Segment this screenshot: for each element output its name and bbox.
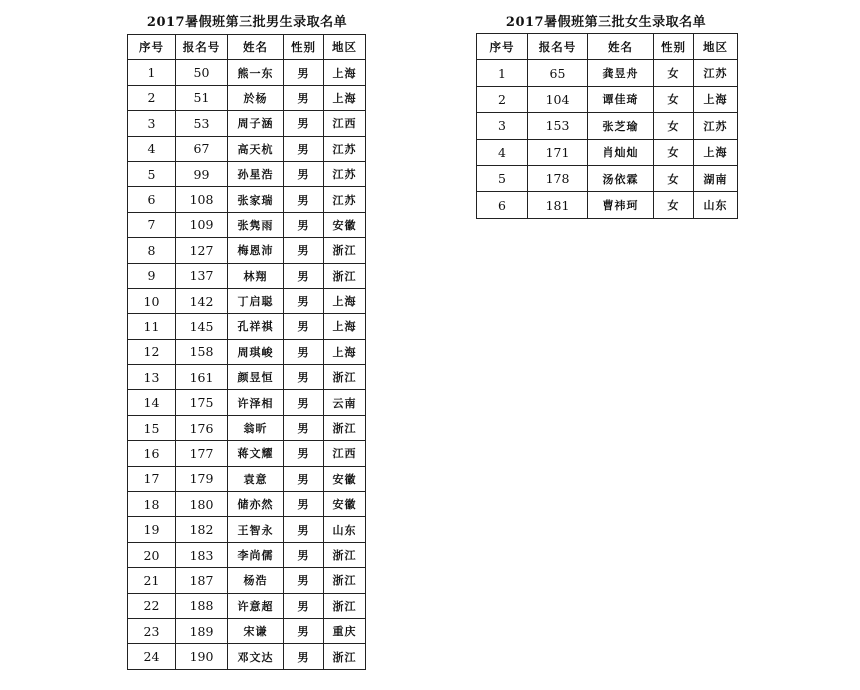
reg-number-cell: 145 bbox=[176, 314, 228, 339]
gender-cell: 男 bbox=[284, 238, 324, 263]
name-cell: 邓文达 bbox=[228, 644, 284, 669]
index-cell: 23 bbox=[128, 618, 176, 643]
index-cell: 15 bbox=[128, 415, 176, 440]
reg-number-cell: 171 bbox=[528, 139, 588, 165]
index-cell: 1 bbox=[128, 60, 176, 85]
female-admission-table bbox=[476, 33, 738, 219]
region-cell: 上海 bbox=[324, 60, 366, 85]
name-cell: 许意超 bbox=[228, 593, 284, 618]
region-cell: 浙江 bbox=[324, 415, 366, 440]
male-admission-table bbox=[127, 34, 366, 670]
region-cell: 浙江 bbox=[324, 238, 366, 263]
reg-number-cell: 158 bbox=[176, 339, 228, 364]
gender-cell: 女 bbox=[654, 113, 694, 139]
region-cell: 山东 bbox=[324, 517, 366, 542]
gender-cell: 女 bbox=[654, 192, 694, 218]
table-row bbox=[128, 263, 366, 288]
table-row bbox=[128, 238, 366, 263]
gender-cell: 男 bbox=[284, 212, 324, 237]
table-row bbox=[128, 60, 366, 85]
index-cell: 20 bbox=[128, 542, 176, 567]
index-cell: 1 bbox=[477, 60, 528, 86]
reg-number-cell: 153 bbox=[528, 113, 588, 139]
name-cell: 周琪峻 bbox=[228, 339, 284, 364]
reg-number-cell: 137 bbox=[176, 263, 228, 288]
reg-number-cell: 65 bbox=[528, 60, 588, 86]
table-row bbox=[128, 288, 366, 313]
gender-cell: 男 bbox=[284, 568, 324, 593]
table-row bbox=[128, 517, 366, 542]
name-cell: 梅恩沛 bbox=[228, 238, 284, 263]
name-cell: 丁启聪 bbox=[228, 288, 284, 313]
index-cell: 13 bbox=[128, 365, 176, 390]
reg-number-cell: 181 bbox=[528, 192, 588, 218]
table-row bbox=[128, 85, 366, 110]
table-row bbox=[128, 441, 366, 466]
gender-cell: 男 bbox=[284, 314, 324, 339]
gender-cell: 男 bbox=[284, 390, 324, 415]
region-cell: 山东 bbox=[694, 192, 738, 218]
reg-number-cell: 99 bbox=[176, 161, 228, 186]
region-cell: 江西 bbox=[324, 441, 366, 466]
index-cell: 21 bbox=[128, 568, 176, 593]
index-cell: 5 bbox=[128, 161, 176, 186]
table-row bbox=[128, 492, 366, 517]
region-cell: 云南 bbox=[324, 390, 366, 415]
table-row bbox=[128, 466, 366, 491]
name-cell: 蒋文耀 bbox=[228, 441, 284, 466]
region-cell: 安徽 bbox=[324, 212, 366, 237]
reg-number-cell: 182 bbox=[176, 517, 228, 542]
region-cell: 上海 bbox=[324, 314, 366, 339]
region-cell: 江苏 bbox=[324, 136, 366, 161]
table-header-row bbox=[128, 35, 366, 60]
name-cell: 颜昱恒 bbox=[228, 365, 284, 390]
reg-number-cell: 109 bbox=[176, 212, 228, 237]
region-cell: 安徽 bbox=[324, 466, 366, 491]
table-row bbox=[128, 314, 366, 339]
index-cell: 17 bbox=[128, 466, 176, 491]
name-cell: 林翔 bbox=[228, 263, 284, 288]
index-cell: 2 bbox=[128, 85, 176, 110]
female-table-body bbox=[477, 60, 738, 218]
index-cell: 24 bbox=[128, 644, 176, 669]
name-cell: 曹祎珂 bbox=[588, 192, 654, 218]
table-row bbox=[128, 161, 366, 186]
reg-number-cell: 189 bbox=[176, 618, 228, 643]
gender-cell: 男 bbox=[284, 263, 324, 288]
reg-number-cell: 187 bbox=[176, 568, 228, 593]
name-cell: 张隽雨 bbox=[228, 212, 284, 237]
index-cell: 2 bbox=[477, 86, 528, 112]
male-list-title: 2017暑假班第三批男生录取名单 bbox=[146, 15, 348, 30]
reg-number-cell: 177 bbox=[176, 441, 228, 466]
name-cell: 宋谦 bbox=[228, 618, 284, 643]
header-name: 姓名 bbox=[228, 35, 284, 60]
reg-number-cell: 175 bbox=[176, 390, 228, 415]
index-cell: 4 bbox=[128, 136, 176, 161]
name-cell: 张芝瑜 bbox=[588, 113, 654, 139]
table-row bbox=[128, 593, 366, 618]
table-row bbox=[128, 415, 366, 440]
table-row bbox=[477, 113, 738, 139]
table-header-row bbox=[477, 34, 738, 60]
name-cell: 汤依霖 bbox=[588, 165, 654, 191]
header-index: 序号 bbox=[128, 35, 176, 60]
gender-cell: 男 bbox=[284, 339, 324, 364]
table-row bbox=[128, 568, 366, 593]
gender-cell: 男 bbox=[284, 60, 324, 85]
header-reg-number: 报名号 bbox=[528, 34, 588, 60]
name-cell: 袁意 bbox=[228, 466, 284, 491]
table-row bbox=[128, 365, 366, 390]
gender-cell: 男 bbox=[284, 288, 324, 313]
reg-number-cell: 176 bbox=[176, 415, 228, 440]
table-row bbox=[128, 390, 366, 415]
name-cell: 高天杭 bbox=[228, 136, 284, 161]
index-cell: 3 bbox=[128, 111, 176, 136]
reg-number-cell: 161 bbox=[176, 365, 228, 390]
name-cell: 孙星浩 bbox=[228, 161, 284, 186]
name-cell: 张家瑞 bbox=[228, 187, 284, 212]
index-cell: 8 bbox=[128, 238, 176, 263]
index-cell: 11 bbox=[128, 314, 176, 339]
name-cell: 孔祥祺 bbox=[228, 314, 284, 339]
table-row bbox=[477, 192, 738, 218]
header-region: 地区 bbox=[694, 34, 738, 60]
index-cell: 9 bbox=[128, 263, 176, 288]
index-cell: 12 bbox=[128, 339, 176, 364]
region-cell: 上海 bbox=[694, 139, 738, 165]
gender-cell: 男 bbox=[284, 618, 324, 643]
table-row bbox=[128, 339, 366, 364]
gender-cell: 男 bbox=[284, 85, 324, 110]
region-cell: 江苏 bbox=[694, 113, 738, 139]
name-cell: 许泽相 bbox=[228, 390, 284, 415]
region-cell: 浙江 bbox=[324, 644, 366, 669]
gender-cell: 男 bbox=[284, 542, 324, 567]
index-cell: 14 bbox=[128, 390, 176, 415]
gender-cell: 男 bbox=[284, 441, 324, 466]
gender-cell: 男 bbox=[284, 415, 324, 440]
gender-cell: 男 bbox=[284, 187, 324, 212]
table-row bbox=[477, 86, 738, 112]
reg-number-cell: 178 bbox=[528, 165, 588, 191]
region-cell: 浙江 bbox=[324, 542, 366, 567]
gender-cell: 男 bbox=[284, 365, 324, 390]
region-cell: 江苏 bbox=[694, 60, 738, 86]
table-row bbox=[128, 644, 366, 669]
gender-cell: 男 bbox=[284, 111, 324, 136]
reg-number-cell: 53 bbox=[176, 111, 228, 136]
region-cell: 浙江 bbox=[324, 593, 366, 618]
header-gender: 性别 bbox=[284, 35, 324, 60]
table-row bbox=[128, 542, 366, 567]
name-cell: 李尚儒 bbox=[228, 542, 284, 567]
reg-number-cell: 50 bbox=[176, 60, 228, 85]
reg-number-cell: 104 bbox=[528, 86, 588, 112]
gender-cell: 男 bbox=[284, 492, 324, 517]
region-cell: 浙江 bbox=[324, 263, 366, 288]
female-list-title: 2017暑假班第三批女生录取名单 bbox=[505, 15, 707, 30]
gender-cell: 男 bbox=[284, 644, 324, 669]
reg-number-cell: 183 bbox=[176, 542, 228, 567]
gender-cell: 男 bbox=[284, 466, 324, 491]
table-row bbox=[128, 111, 366, 136]
header-gender: 性别 bbox=[654, 34, 694, 60]
reg-number-cell: 51 bbox=[176, 85, 228, 110]
reg-number-cell: 108 bbox=[176, 187, 228, 212]
gender-cell: 男 bbox=[284, 161, 324, 186]
name-cell: 龚昱舟 bbox=[588, 60, 654, 86]
region-cell: 浙江 bbox=[324, 568, 366, 593]
reg-number-cell: 127 bbox=[176, 238, 228, 263]
header-name: 姓名 bbox=[588, 34, 654, 60]
region-cell: 安徽 bbox=[324, 492, 366, 517]
name-cell: 肖灿灿 bbox=[588, 139, 654, 165]
table-row bbox=[477, 139, 738, 165]
name-cell: 储亦然 bbox=[228, 492, 284, 517]
reg-number-cell: 190 bbox=[176, 644, 228, 669]
header-reg-number: 报名号 bbox=[176, 35, 228, 60]
gender-cell: 男 bbox=[284, 517, 324, 542]
header-region: 地区 bbox=[324, 35, 366, 60]
gender-cell: 女 bbox=[654, 139, 694, 165]
index-cell: 4 bbox=[477, 139, 528, 165]
table-row bbox=[128, 212, 366, 237]
table-row bbox=[128, 618, 366, 643]
gender-cell: 男 bbox=[284, 136, 324, 161]
region-cell: 湖南 bbox=[694, 165, 738, 191]
reg-number-cell: 180 bbox=[176, 492, 228, 517]
gender-cell: 男 bbox=[284, 593, 324, 618]
index-cell: 6 bbox=[477, 192, 528, 218]
index-cell: 7 bbox=[128, 212, 176, 237]
region-cell: 江苏 bbox=[324, 161, 366, 186]
header-index: 序号 bbox=[477, 34, 528, 60]
reg-number-cell: 67 bbox=[176, 136, 228, 161]
male-table-body bbox=[128, 60, 366, 669]
reg-number-cell: 142 bbox=[176, 288, 228, 313]
table-row bbox=[128, 136, 366, 161]
index-cell: 19 bbox=[128, 517, 176, 542]
name-cell: 翁昕 bbox=[228, 415, 284, 440]
name-cell: 於杨 bbox=[228, 85, 284, 110]
name-cell: 杨浩 bbox=[228, 568, 284, 593]
table-row bbox=[128, 187, 366, 212]
name-cell: 周子涵 bbox=[228, 111, 284, 136]
reg-number-cell: 188 bbox=[176, 593, 228, 618]
index-cell: 6 bbox=[128, 187, 176, 212]
reg-number-cell: 179 bbox=[176, 466, 228, 491]
region-cell: 上海 bbox=[324, 339, 366, 364]
gender-cell: 女 bbox=[654, 60, 694, 86]
region-cell: 上海 bbox=[324, 288, 366, 313]
region-cell: 上海 bbox=[694, 86, 738, 112]
index-cell: 16 bbox=[128, 441, 176, 466]
name-cell: 王智永 bbox=[228, 517, 284, 542]
gender-cell: 女 bbox=[654, 86, 694, 112]
table-row bbox=[477, 60, 738, 86]
region-cell: 浙江 bbox=[324, 365, 366, 390]
index-cell: 5 bbox=[477, 165, 528, 191]
index-cell: 10 bbox=[128, 288, 176, 313]
name-cell: 熊一东 bbox=[228, 60, 284, 85]
region-cell: 重庆 bbox=[324, 618, 366, 643]
table-row bbox=[477, 165, 738, 191]
region-cell: 江西 bbox=[324, 111, 366, 136]
index-cell: 18 bbox=[128, 492, 176, 517]
index-cell: 3 bbox=[477, 113, 528, 139]
region-cell: 江苏 bbox=[324, 187, 366, 212]
gender-cell: 女 bbox=[654, 165, 694, 191]
index-cell: 22 bbox=[128, 593, 176, 618]
name-cell: 谭佳琦 bbox=[588, 86, 654, 112]
region-cell: 上海 bbox=[324, 85, 366, 110]
